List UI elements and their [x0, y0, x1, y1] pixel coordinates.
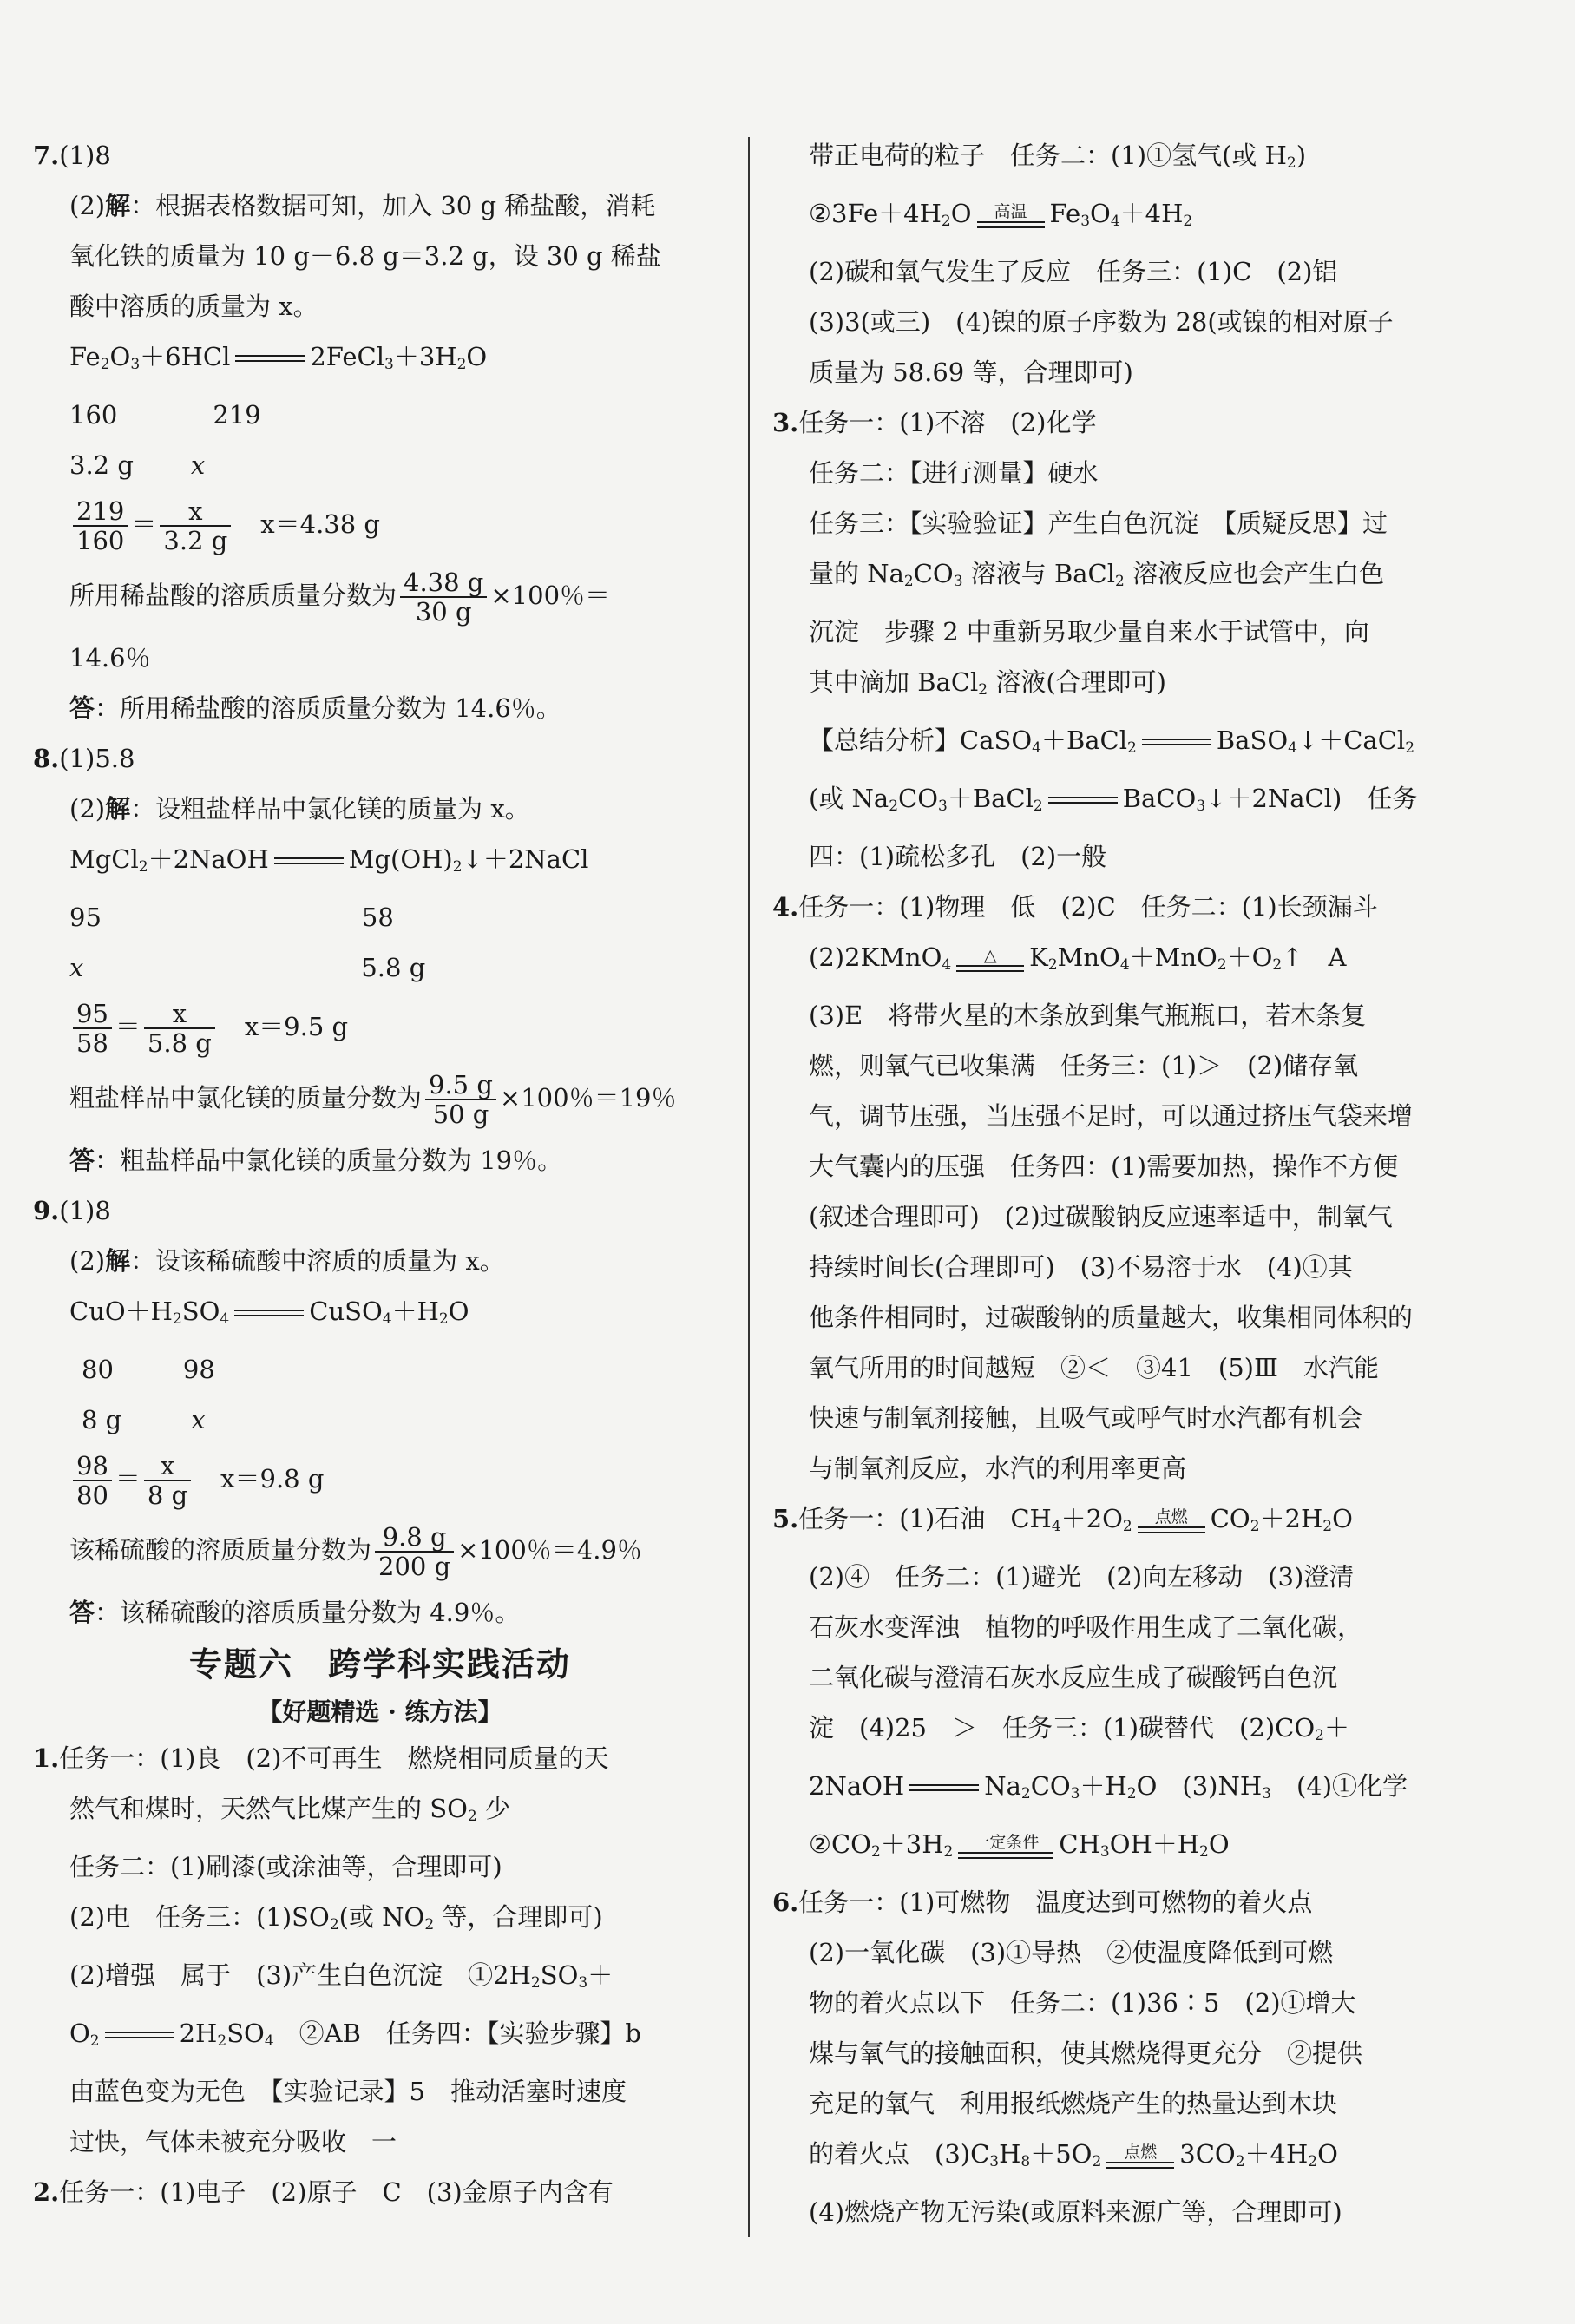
q4-l1: 4.任务一：(1)物理 低 (2)C 任务二：(1)长颈漏斗	[772, 892, 1378, 922]
q1-l2: 然气和煤时，天然气比煤产生的 $SO_2$ 少	[69, 1794, 510, 1825]
q6-l3: 物的着火点以下 任务二：(1)36∶5 (2)①增大	[809, 1988, 1356, 2018]
q9-equation: $CuO+H_2SO_4$ $CuSO_4+H_2O$	[69, 1297, 469, 1328]
q1-l8: 过快，气体未被充分吸收 一	[69, 2127, 397, 2157]
q9-masses: 80 98	[82, 1355, 215, 1384]
q2-cont-l1: 带正电荷的粒子 任务二：(1)①氢气(或 $H_2$)	[809, 141, 1307, 172]
q5-l6: 2NaOH $Na_2CO_3+H_2O$ $(3)NH_3$ (4)①化学	[809, 1771, 1408, 1802]
q4-l9: 他条件相同时，过碳酸钠的质量越大，收集相同体积的	[809, 1303, 1414, 1332]
q6-l7: (4)燃烧产物无污染(或原料来源广等，合理即可)	[809, 2197, 1342, 2227]
q6-l1: 6.任务一：(1)可燃物 温度达到可燃物的着火点	[772, 1887, 1313, 1917]
q9-solution-l1: (2)解：设该稀硫酸中溶质的质量为 x。	[69, 1246, 505, 1276]
q3-l1: 3.任务一：(1)不溶 (2)化学	[772, 408, 1097, 437]
q3-l3: 任务三：【实验验证】产生白色沉淀 【质疑反思】过	[809, 509, 1388, 538]
q4-l10: 氧气所用的时间越短 ②＜ ③41 (5)Ⅲ 水汽能	[809, 1353, 1379, 1382]
q7-part1: 7.(1)8	[33, 141, 111, 170]
q2-cont-l2: $②3Fe+4H_2O$ 高温 $Fe_3O_4+4H_2$	[809, 199, 1193, 230]
q3-l6: 其中滴加 BaCl$_2$ 溶液(合理即可)	[809, 667, 1166, 699]
q3-l5: 沉淀 步骤 2 中重新另取少量自来水于试管中，向	[809, 617, 1369, 647]
q7-solution-l3: 酸中溶质的质量为 x。	[69, 292, 318, 321]
q3-l8: (或 $Na_2CO_3+BaCl_2$ BaCO$_3$↓＋2NaCl) 任务	[809, 784, 1418, 815]
section-title: 专题六 跨学科实践活动	[188, 1645, 571, 1684]
q7-percent-result: 14.6％	[69, 643, 151, 673]
q8-proportion: $\frac{95}{58}$ ＝ $\frac{x}{5.8 g}$ x＝9.5 g	[33, 993, 727, 1064]
q3-l7: 【总结分析】CaSO$_4$＋BaCl$_2$ BaSO$_4$↓＋CaCl$_2$	[809, 725, 1415, 757]
q9-answer: 答：该稀硫酸的溶质质量分数为 4.9％。	[69, 1598, 521, 1627]
q2-cont-l5: 质量为 58.69 等，合理即可)	[809, 358, 1133, 387]
q8-solution-l1: (2)解：设粗盐样品中氯化镁的质量为 x。	[69, 794, 530, 824]
left-column	[33, 130, 727, 2217]
q2-l1: 2.任务一：(1)电子 (2)原子 C (3)金原子内含有	[33, 2177, 614, 2207]
q7-percent: 所用稀盐酸的溶质质量分数为 $\frac{4.38 g}{30 g}$ ×100％＝	[69, 568, 611, 627]
q8-masses: 95 58	[69, 903, 394, 932]
q8-answer: 答：粗盐样品中氯化镁的质量分数为 19％。	[69, 1146, 563, 1175]
q1-l4: (2)电 任务三：$(1)SO_2$(或 $NO_2$ 等，合理即可)	[69, 1902, 603, 1933]
high-temp-arrow: 高温	[977, 202, 1045, 228]
q9-part1: 9.(1)8	[33, 1196, 111, 1225]
q8-equation: MgCl$_2$＋2NaOH $Mg(OH)_2↓+2NaCl$	[69, 844, 589, 876]
q4-l4: 燃，则氧气已收集满 任务三：(1)＞ (2)储存氧	[809, 1051, 1359, 1080]
ignite-arrow: 点燃	[1138, 1507, 1205, 1533]
q9-percent: 该稀硫酸的溶质质量分数为 $\frac{9.8 g}{200 g}$ ×100％＝4.9％	[69, 1522, 642, 1581]
q1-l3: 任务二：(1)刷漆(或涂油等，合理即可)	[69, 1852, 502, 1881]
q9-known: 8 g x	[82, 1405, 206, 1434]
q6-l4: 煤与氧气的接触面积，使其燃烧得更充分 ②提供	[809, 2038, 1363, 2068]
column-divider	[748, 137, 750, 2237]
q3-l4: 量的 $Na_2CO_3$ 溶液与 BaCl$_2$ 溶液反应也会产生白色	[809, 559, 1385, 590]
q8-percent: 粗盐样品中氯化镁的质量分数为 $\frac{9.5 g}{50 g}$ ×100％＝19％	[69, 1070, 677, 1129]
q2-cont-l4: (3)3(或三) (4)镍的原子序数为 28(或镍的相对原子	[809, 307, 1394, 337]
q9-proportion: $\frac{98}{80}$ ＝ $\frac{x}{8 g}$ x＝9.8 g	[33, 1445, 727, 1516]
q5-l1: 5.任务一：(1)石油 $CH_4+2O_2$ 点燃 $CO_2+2H_2O$	[772, 1504, 1353, 1535]
q2-cont-l3: (2)碳和氧气发生了反应 任务三：(1)C (2)铝	[809, 257, 1338, 286]
q3-l9: 四：(1)疏松多孔 (2)一般	[809, 842, 1107, 871]
q1-l7: 由蓝色变为无色 【实验记录】5 推动活塞时速度	[69, 2077, 627, 2106]
q7-answer: 答：所用稀盐酸的溶质质量分数为 14.6％。	[69, 693, 561, 723]
q5-l3: 石灰水变浑浊 植物的呼吸作用生成了二氧化碳，	[809, 1612, 1363, 1642]
q4-l2: (2)2KMnO$_4$ △ $K_2MnO_4+MnO_2+O_2↑$ A	[809, 942, 1347, 974]
q7-equation: $Fe_2O_3+6HCl$ $2FeCl_3+3H_2O$	[69, 342, 488, 373]
q4-l3: (3)E 将带火星的木条放到集气瓶瓶口，若木条复	[809, 1001, 1367, 1030]
q3-l2: 任务二：【进行测量】硬水	[809, 458, 1099, 488]
ignite-arrow-2: 点燃	[1106, 2143, 1174, 2169]
q7-masses: 160 219	[69, 400, 261, 430]
q5-l2: (2)④ 任务二：(1)避光 (2)向左移动 (3)澄清	[809, 1562, 1355, 1592]
section-subtitle: 【好题精选 · 练方法】	[258, 1697, 502, 1726]
heat-arrow: △	[956, 946, 1024, 972]
q1-l6: $O_2$ $2H_2SO_4$ ②AB 任务四：【实验步骤】b	[69, 2019, 641, 2050]
q7-solution-l2: 氧化铁的质量为 10 g－6.8 g＝3.2 g，设 30 g 稀盐	[69, 241, 661, 271]
right-column	[772, 130, 1545, 2237]
q6-l2: (2)一氧化碳 (3)①导热 ②使温度降低到可燃	[809, 1938, 1334, 1967]
q5-l7: $②CO_2+3H_2$ 一定条件 $CH_3OH+H_2O$	[809, 1829, 1230, 1861]
q7-known: 3.2 g x	[69, 450, 206, 480]
condition-arrow: 一定条件	[958, 1833, 1053, 1859]
q4-l6: 大气囊内的压强 任务四：(1)需要加热，操作不方便	[809, 1152, 1399, 1181]
q8-part1: 8.(1)5.8	[33, 744, 135, 773]
q4-l12: 与制氧剂反应，水汽的利用率更高	[809, 1454, 1187, 1483]
q8-known: x 5.8 g	[69, 953, 426, 982]
q6-l6: 的着火点 $(3)C_3H_8+5O_2$ 点燃 $3CO_2+4H_2O$	[809, 2139, 1338, 2170]
q6-l5: 充足的氧气 利用报纸燃烧产生的热量达到木块	[809, 2089, 1338, 2118]
q4-l11: 快速与制氧剂接触，且吸气或呼气时水汽都有机会	[809, 1403, 1363, 1433]
q5-l5: 淀 (4)25 ＞ 任务三：(1)碳替代 $(2)CO_2+$	[809, 1713, 1349, 1744]
q5-l4: 二氧化碳与澄清石灰水反应生成了碳酸钙白色沉	[809, 1663, 1338, 1692]
q4-l8: 持续时间长(合理即可) (3)不易溶于水 (4)①其	[809, 1252, 1353, 1282]
q4-l7: (叙述合理即可) (2)过碳酸钠反应速率适中，制氧气	[809, 1202, 1393, 1231]
q7-solution-l1: (2)解：根据表格数据可知，加入 30 g 稀盐酸，消耗	[69, 191, 656, 220]
q1-l5: (2)增强 属于 (3)产生白色沉淀 $①2H_2SO_3+$	[69, 1960, 614, 1992]
q1-l1: 1.任务一：(1)良 (2)不可再生 燃烧相同质量的天	[33, 1743, 609, 1773]
q7-proportion: $\frac{219}{160}$ ＝ $\frac{x}{3.2 g}$ x＝4.38 g	[33, 490, 727, 561]
q4-l5: 气，调节压强，当压强不足时，可以通过挤压气袋来增	[809, 1101, 1414, 1131]
